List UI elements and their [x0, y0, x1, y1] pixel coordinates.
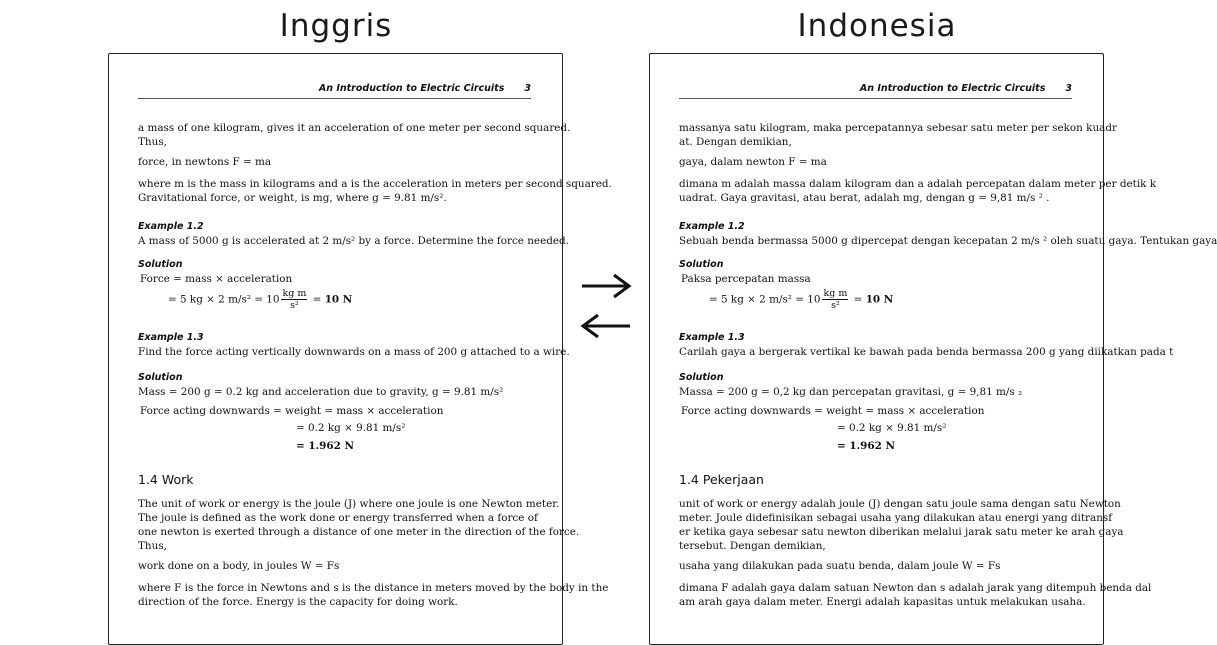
running-head-title: An Introduction to Electric Circuits [859, 83, 1046, 94]
solution-result: = 1.962 N [296, 440, 354, 452]
solution-line: Force acting downwards = weight = mass × acceleration [681, 405, 985, 417]
example-text: A mass of 5000 g is accelerated at 2 m/s² by a force. Determine the force needed. [138, 235, 569, 247]
paragraph-line: a mass of one kilogram, gives it an acceleration of one meter per second squared. [138, 122, 571, 134]
force-equation: gaya, dalam newton F = ma [679, 156, 827, 168]
solution-line: Force acting downwards = weight = mass × acceleration [140, 405, 444, 417]
paragraph-line: unit of work or energy adalah joule (J) dengan satu joule sama dengan satu Newton [679, 498, 1121, 510]
solution-result: = 1.962 N [837, 440, 895, 452]
fraction [822, 288, 848, 311]
paragraph-line: at. Dengan demikian, [679, 136, 792, 148]
solution-equation [679, 288, 1073, 311]
equals-sign: = [853, 293, 863, 306]
paragraph-line: massanya satu kilogram, maka percepatannya sebesar satu meter per sekon kuadr [679, 122, 1117, 134]
example-title: Example 1.2 [679, 221, 745, 232]
page-number: 3 [524, 83, 531, 94]
fraction-numerator: kg m [282, 288, 307, 299]
heading-indonesian: Indonesia [797, 8, 957, 44]
paragraph-line: er ketika gaya sebesar satu newton diberikan melalui jarak satu meter ke arah gaya [679, 526, 1124, 538]
solution-line: Massa = 200 g = 0,2 kg dan percepatan gravitasi, g = 9,81 m/s ₂ [679, 386, 1023, 398]
page-indonesian [649, 53, 1217, 645]
paragraph-line: tersebut. Dengan demikian, [679, 540, 826, 552]
paragraph-line: Thus, [138, 540, 167, 552]
page-number: 3 [1065, 83, 1072, 94]
fraction-numerator: kg m [823, 288, 848, 299]
running-head-title: An Introduction to Electric Circuits [318, 83, 505, 94]
example-text: Carilah gaya a bergerak vertikal ke bawah pada benda bermassa 200 g yang diikatkan pada t [679, 346, 1174, 358]
paragraph-line: direction of the force. Energy is the capacity for doing work. [138, 596, 458, 608]
running-head [138, 82, 531, 99]
equation-left: = 5 kg × 2 m/s² = 10 [168, 293, 280, 306]
arrow-left-icon [578, 312, 634, 340]
example-title: Example 1.3 [679, 332, 745, 343]
solution-line: = 0.2 kg × 9.81 m/s² [837, 422, 947, 434]
solution-title: Solution [679, 259, 724, 270]
paragraph-line: one newton is exerted through a distance of one meter in the direction of the force. [138, 526, 580, 538]
work-equation: work done on a body, in joules W = Fs [138, 560, 340, 572]
example-title: Example 1.3 [138, 332, 204, 343]
paragraph-line: meter. Joule didefinisikan sebagai usaha yang dilakukan atau energi yang ditransf [679, 512, 1113, 524]
fraction-denominator: s² [831, 300, 840, 311]
force-equation: force, in newtons F = ma [138, 156, 272, 168]
paragraph-line: uadrat. Gaya gravitasi, atau berat, adalah mg, dengan g = 9,81 m/s ² . [679, 192, 1050, 204]
paragraph-line: dimana m adalah massa dalam kilogram dan a adalah percepatan dalam meter per detik k [679, 178, 1157, 190]
arrow-right-icon [578, 272, 634, 300]
equals-sign: = [312, 293, 322, 306]
running-head [679, 82, 1072, 99]
work-equation: usaha yang dilakukan pada suatu benda, dalam joule W = Fs [679, 560, 1001, 572]
solution-title: Solution [138, 372, 183, 383]
page-english [108, 53, 612, 645]
result: 10 N [865, 293, 894, 306]
solution-equation [138, 288, 532, 311]
solution-line: Force = mass × acceleration [140, 273, 293, 285]
solution-title: Solution [138, 259, 183, 270]
example-text: Find the force acting vertically downwards on a mass of 200 g attached to a wire. [138, 346, 570, 358]
solution-line: = 0.2 kg × 9.81 m/s² [296, 422, 406, 434]
example-text: Sebuah benda bermassa 5000 g dipercepat dengan kecepatan 2 m/s ² oleh suatu gaya. Tentukan gaya [679, 235, 1217, 247]
fraction [281, 288, 307, 311]
solution-line: Mass = 200 g = 0.2 kg and acceleration due to gravity, g = 9.81 m/s² [138, 386, 504, 398]
example-title: Example 1.2 [138, 221, 204, 232]
section-heading: 1.4 Pekerjaan [679, 472, 764, 487]
heading-english: Inggris [279, 8, 393, 44]
fraction-denominator: s² [290, 300, 299, 311]
paragraph-line: Thus, [138, 136, 167, 148]
result: 10 N [324, 293, 353, 306]
paragraph-line: Gravitational force, or weight, is mg, where g = 9.81 m/s². [138, 192, 447, 204]
paragraph-line: where m is the mass in kilograms and a is the acceleration in meters per second squared. [138, 178, 612, 190]
solution-title: Solution [679, 372, 724, 383]
paragraph-line: dimana F adalah gaya dalam satuan Newton dan s adalah jarak yang ditempuh benda dal [679, 582, 1152, 594]
paragraph-line: where F is the force in Newtons and s is the distance in meters moved by the body in the [138, 582, 609, 594]
equation-left: = 5 kg × 2 m/s² = 10 [709, 293, 821, 306]
solution-line: Paksa percepatan massa [681, 273, 811, 285]
paragraph-line: The unit of work or energy is the joule (J) where one joule is one Newton meter. [138, 498, 560, 510]
paragraph-line: am arah gaya dalam meter. Energi adalah kapasitas untuk melakukan usaha. [679, 596, 1086, 608]
paragraph-line: The joule is defined as the work done or energy transferred when a force of [138, 512, 538, 524]
section-heading: 1.4 Work [138, 472, 194, 487]
